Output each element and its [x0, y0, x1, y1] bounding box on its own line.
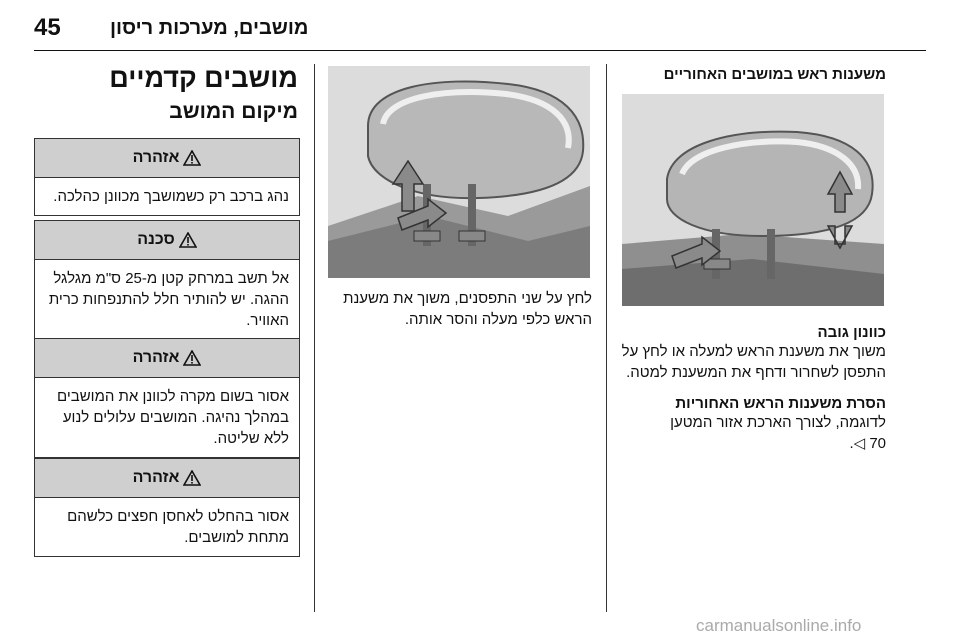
removal-text: לדוגמה, לצורך הארכת אזור המטען — [670, 414, 886, 431]
warning-header — [35, 339, 299, 378]
warning-box — [34, 138, 300, 216]
danger-box — [34, 220, 300, 340]
middle-column-text — [328, 288, 592, 330]
height-adjust-heading: כוונון גובה — [817, 324, 886, 341]
headrest-front-drawing — [328, 66, 590, 278]
left-column-text — [620, 324, 886, 454]
watermark: carmanualsonline.info — [696, 616, 862, 635]
warning-triangle-icon — [183, 150, 201, 166]
subsection-heading: מיקום המושב — [169, 99, 298, 123]
warning-text: אסור בהחלט לאחסן חפצים כלשהם מתחת למושבים. — [67, 508, 289, 546]
page-number: 45 — [34, 14, 61, 41]
section-title: מושבים, מערכות ריסון — [110, 17, 309, 39]
warning-label: אזהרה — [132, 349, 180, 366]
danger-label: סכנה — [137, 231, 175, 248]
warning-box — [34, 458, 300, 557]
left-column-heading — [620, 66, 886, 83]
header-divider — [34, 50, 926, 51]
rear-headrest-illustration — [622, 94, 884, 306]
danger-text: אל תשב במרחק קטן מ-25 ס"מ מגלגל ההגה. יש להותיר חלל להתנפחות כרית האוויר. — [48, 270, 289, 329]
headrest-removal-illustration — [328, 66, 590, 278]
column-divider — [314, 64, 315, 612]
right-column-headings — [34, 64, 298, 124]
warning-header — [35, 139, 299, 178]
danger-header — [35, 221, 299, 260]
column-divider — [606, 64, 607, 612]
headrest-rear-drawing — [622, 94, 884, 306]
illustration-caption: לחץ על שני התפסנים, משוך את משענת הראש כלפי מעלה והסר אותה. — [343, 290, 592, 328]
warning-text: נהג ברכב רק כשמושבך מכוונן כהלכה. — [53, 188, 289, 205]
warning-triangle-icon — [183, 470, 201, 486]
warning-triangle-icon — [183, 350, 201, 366]
warning-header — [35, 459, 299, 498]
height-adjust-text: משוך את משענת הראש למעלה או לחץ על התפסן לשחרור ודחף את המשענת למטה. — [621, 343, 886, 381]
warning-triangle-icon — [179, 232, 197, 248]
page-reference: 70 ◁. — [849, 435, 886, 452]
page-header — [34, 14, 926, 42]
warning-box — [34, 338, 300, 458]
warning-text: אסור בשום מקרה לכוונן את המושבים במהלך נהיגה. המושבים עלולים לנוע ללא שליטה. — [56, 388, 289, 447]
rear-headrests-heading: משענות ראש במושבים האחוריים — [663, 66, 886, 83]
warning-label: אזהרה — [132, 149, 180, 166]
removal-heading: הסרת משענות הראש האחוריות — [675, 395, 886, 412]
warning-label: אזהרה — [132, 469, 180, 486]
section-heading: מושבים קדמיים — [109, 63, 298, 93]
